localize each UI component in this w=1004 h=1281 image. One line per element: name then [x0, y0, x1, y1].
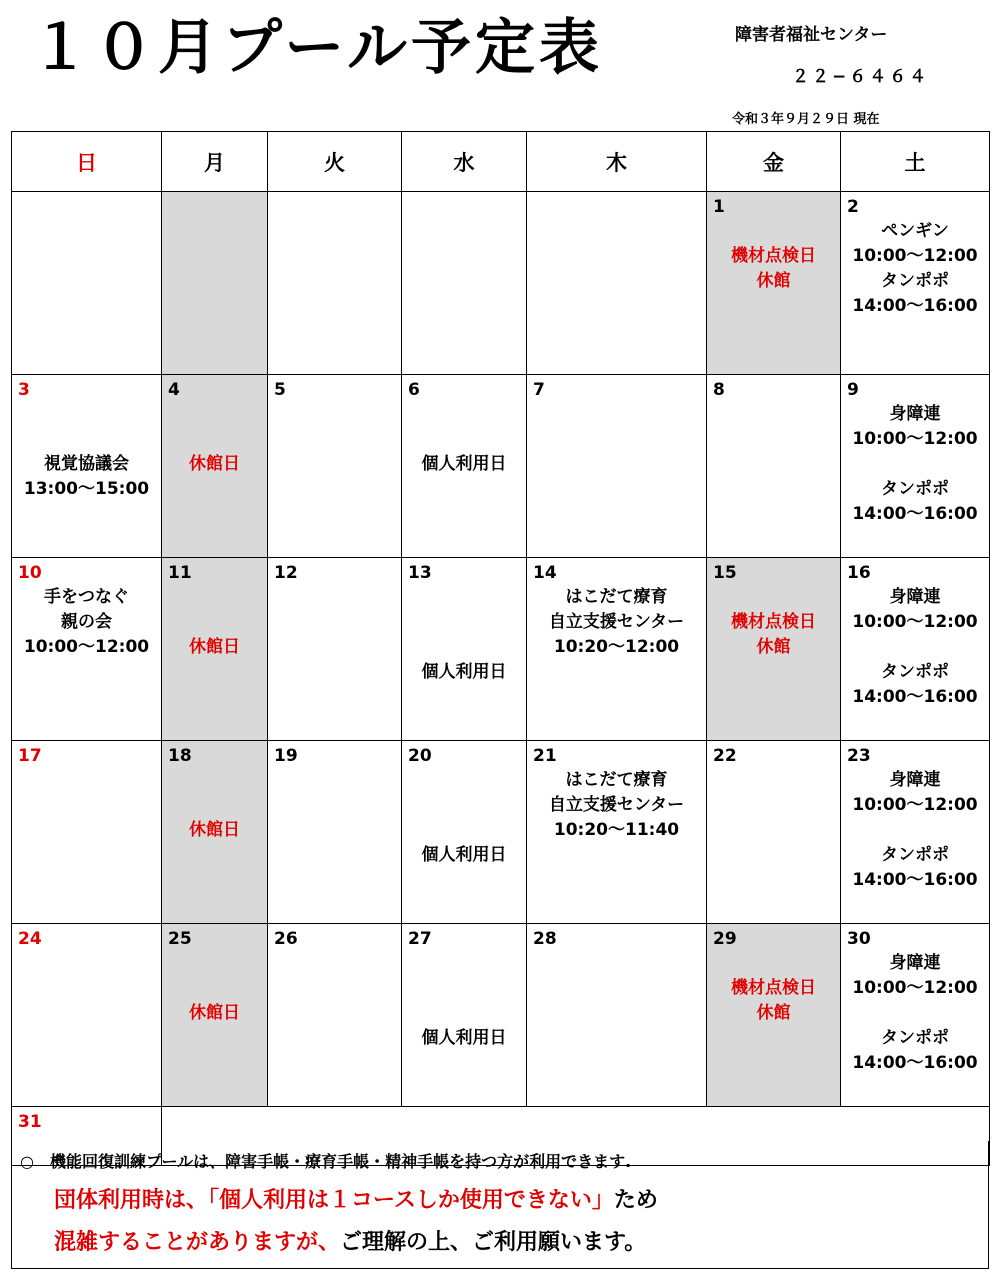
- day-number: 19: [274, 746, 298, 766]
- event-line: 10:00～12:00: [852, 795, 978, 815]
- event-line: 個人利用日: [421, 454, 507, 474]
- weekday-thu: 木: [527, 132, 707, 192]
- event-line: 10:00～12:00: [23, 637, 150, 657]
- calendar-week-4: [12, 741, 990, 924]
- event-line: 視覚協議会: [44, 454, 129, 474]
- day-number: 5: [274, 380, 286, 400]
- event-line: 10:00～12:00: [852, 612, 978, 632]
- notes-box: [11, 1141, 989, 1269]
- day-number: 17: [18, 746, 42, 766]
- event-line: [402, 818, 526, 843]
- calendar-day-cell: [707, 924, 841, 1107]
- event-line: [162, 402, 267, 427]
- day-events: [841, 219, 989, 319]
- event-line: [402, 793, 526, 818]
- day-number: 21: [533, 746, 557, 766]
- weekday-sun: 日: [12, 132, 162, 192]
- event-line: 休館日: [189, 820, 240, 840]
- day-number: 23: [847, 746, 871, 766]
- day-number: 20: [408, 746, 432, 766]
- event-line: [402, 976, 526, 1001]
- event-line: [162, 976, 267, 1001]
- calendar-day-cell: [841, 924, 990, 1107]
- day-number: 6: [408, 380, 420, 400]
- calendar-day-cell: [841, 192, 990, 375]
- calendar-day-cell: [527, 375, 707, 558]
- event-line: 親の会: [61, 612, 112, 632]
- event-line: 自立支援センター: [548, 612, 685, 632]
- event-line: [162, 793, 267, 818]
- day-events: [527, 585, 706, 660]
- calendar-day-cell: [268, 192, 402, 375]
- event-line: はこだて療育: [565, 587, 668, 607]
- calendar-day-cell: [841, 558, 990, 741]
- calendar-day-cell: [402, 558, 527, 741]
- day-events: [12, 585, 161, 660]
- event-line: 個人利用日: [421, 1028, 507, 1048]
- event-line: 14:00～16:00: [852, 296, 978, 316]
- day-events: [402, 951, 526, 1051]
- organization-name: 障害者福祉センター: [735, 25, 888, 45]
- day-number: [402, 192, 526, 219]
- calendar-week-1: [12, 192, 990, 375]
- calendar-day-cell: [527, 741, 707, 924]
- day-events: [162, 402, 267, 477]
- event-line: 10:00～12:00: [852, 246, 978, 266]
- event-line: タンポポ: [881, 271, 949, 291]
- day-number: 24: [18, 929, 42, 949]
- calendar-day-cell: [707, 558, 841, 741]
- day-events: [841, 585, 989, 710]
- weekday-sat: 土: [841, 132, 990, 192]
- weekday-wed: 水: [402, 132, 527, 192]
- day-events: [162, 768, 267, 843]
- note-eligibility: ○ 機能回復訓練プールは、障害手帳・療育手帳・精神手帳を持つ方が利用できます.: [20, 1152, 632, 1171]
- event-line: 10:20～12:00: [553, 637, 680, 657]
- day-number: 29: [713, 929, 737, 949]
- calendar-day-cell: [527, 558, 707, 741]
- note-group-use-warning: 団体利用時は、「個人利用は１コースしか使用できない」: [54, 1188, 614, 1213]
- day-number: 11: [168, 563, 192, 583]
- day-number: 30: [847, 929, 871, 949]
- day-number: 2: [847, 197, 859, 217]
- event-line: [402, 402, 526, 427]
- event-line: 14:00～16:00: [852, 504, 978, 524]
- calendar-day-cell: [12, 741, 162, 924]
- page-title: １０月プール予定表: [30, 13, 603, 83]
- calendar-day-cell: [402, 192, 527, 375]
- calendar-week-5: [12, 924, 990, 1107]
- event-line: [402, 951, 526, 976]
- event-line: 身障連: [889, 587, 941, 607]
- day-number: 3: [18, 380, 30, 400]
- calendar-day-cell: [268, 375, 402, 558]
- calendar-day-cell: [527, 192, 707, 375]
- event-line: [707, 219, 840, 244]
- day-number: 8: [713, 380, 725, 400]
- day-number: 18: [168, 746, 192, 766]
- event-line: 10:00～12:00: [852, 978, 978, 998]
- event-line: 10:20～11:40: [553, 820, 680, 840]
- calendar-table: [11, 131, 990, 1166]
- event-line: 休館日: [189, 454, 240, 474]
- event-line: 14:00～16:00: [852, 1053, 978, 1073]
- event-line: [402, 610, 526, 635]
- day-number: 25: [168, 929, 192, 949]
- calendar-week-2: [12, 375, 990, 558]
- calendar-day-cell: [402, 741, 527, 924]
- day-number: [162, 192, 267, 219]
- day-events: [707, 219, 840, 294]
- event-line: [841, 635, 989, 660]
- day-number: 31: [18, 1112, 42, 1132]
- event-line: 自立支援センター: [548, 795, 685, 815]
- calendar-day-cell: [707, 375, 841, 558]
- calendar-day-cell: [268, 558, 402, 741]
- weekday-fri: 金: [707, 132, 841, 192]
- day-number: 22: [713, 746, 737, 766]
- day-events: [841, 402, 989, 527]
- day-events: [707, 951, 840, 1026]
- event-line: 14:00～16:00: [852, 870, 978, 890]
- calendar-day-cell: [841, 741, 990, 924]
- event-line: [402, 1001, 526, 1026]
- event-line: タンポポ: [881, 1028, 949, 1048]
- event-line: 13:00～15:00: [23, 479, 150, 499]
- weekday-header-row: [12, 132, 990, 192]
- calendar-day-cell: [162, 924, 268, 1107]
- day-events: [841, 768, 989, 893]
- event-line: [162, 951, 267, 976]
- calendar-day-cell: [12, 375, 162, 558]
- calendar-day-cell: [162, 375, 268, 558]
- day-events: [12, 402, 161, 502]
- calendar-day-cell: [268, 741, 402, 924]
- note-group-use: [54, 1183, 658, 1214]
- day-number: 12: [274, 563, 298, 583]
- calendar-day-cell: [162, 192, 268, 375]
- day-number: [12, 192, 161, 219]
- day-number: 10: [18, 563, 42, 583]
- day-events: [402, 585, 526, 685]
- event-line: 休館日: [189, 637, 240, 657]
- day-number: 26: [274, 929, 298, 949]
- event-line: 10:00～12:00: [852, 429, 978, 449]
- event-line: 身障連: [889, 770, 941, 790]
- day-number: 15: [713, 563, 737, 583]
- event-line: [402, 635, 526, 660]
- day-number: 14: [533, 563, 557, 583]
- event-line: [162, 427, 267, 452]
- event-line: [402, 585, 526, 610]
- calendar-day-cell: [402, 924, 527, 1107]
- day-events: [402, 402, 526, 477]
- day-number: 9: [847, 380, 859, 400]
- calendar-day-cell: [268, 924, 402, 1107]
- event-line: 身障連: [889, 404, 941, 424]
- calendar-day-cell: [707, 192, 841, 375]
- event-line: 休館: [756, 271, 791, 291]
- event-line: [162, 768, 267, 793]
- day-number: 13: [408, 563, 432, 583]
- event-line: [841, 818, 989, 843]
- calendar-day-cell: [162, 558, 268, 741]
- event-line: [162, 610, 267, 635]
- day-number: [527, 192, 706, 219]
- day-number: 1: [713, 197, 725, 217]
- calendar-day-cell: [707, 741, 841, 924]
- event-line: 個人利用日: [421, 845, 507, 865]
- event-line: 手をつなぐ: [44, 587, 129, 607]
- event-line: タンポポ: [881, 845, 949, 865]
- event-line: 身障連: [889, 953, 941, 973]
- event-line: [841, 452, 989, 477]
- note-crowding-tail: ご理解の上、ご利用願います。: [340, 1230, 647, 1255]
- calendar-day-cell: [12, 192, 162, 375]
- day-events: [162, 951, 267, 1026]
- phone-number: ２２−６４６４: [792, 67, 930, 87]
- as-of-date: 令和３年９月２９日 現在: [732, 112, 880, 127]
- event-line: 機材点検日: [731, 978, 816, 998]
- event-line: 休館: [756, 1003, 791, 1023]
- event-line: [707, 585, 840, 610]
- day-number: 7: [533, 380, 545, 400]
- event-line: [402, 768, 526, 793]
- calendar-day-cell: [527, 924, 707, 1107]
- day-events: [707, 585, 840, 660]
- calendar-day-cell: [402, 375, 527, 558]
- event-line: 機材点検日: [731, 246, 816, 266]
- calendar-day-cell: [12, 558, 162, 741]
- weekday-mon: 月: [162, 132, 268, 192]
- event-line: 休館: [756, 637, 791, 657]
- calendar-day-cell: [162, 741, 268, 924]
- day-events: [841, 951, 989, 1076]
- day-number: 27: [408, 929, 432, 949]
- day-events: [402, 768, 526, 868]
- event-line: ペンギン: [881, 221, 949, 241]
- calendar-week-3: [12, 558, 990, 741]
- note-crowding-warning: 混雑することがありますが、: [54, 1230, 341, 1255]
- event-line: [841, 1001, 989, 1026]
- note-crowding: [54, 1225, 646, 1256]
- day-number: 16: [847, 563, 871, 583]
- day-number: [268, 192, 401, 219]
- day-number: 4: [168, 380, 180, 400]
- event-line: [12, 402, 161, 427]
- event-line: 14:00～16:00: [852, 687, 978, 707]
- event-line: [707, 951, 840, 976]
- event-line: [162, 585, 267, 610]
- event-line: タンポポ: [881, 662, 949, 682]
- weekday-tue: 火: [268, 132, 402, 192]
- calendar-day-cell: [12, 924, 162, 1107]
- day-events: [527, 768, 706, 843]
- event-line: [12, 427, 161, 452]
- calendar-day-cell: [841, 375, 990, 558]
- day-number: 28: [533, 929, 557, 949]
- event-line: はこだて療育: [565, 770, 668, 790]
- note-group-use-tail: ため: [613, 1188, 658, 1213]
- event-line: 機材点検日: [731, 612, 816, 632]
- event-line: [402, 427, 526, 452]
- event-line: 休館日: [189, 1003, 240, 1023]
- day-events: [162, 585, 267, 660]
- event-line: タンポポ: [881, 479, 949, 499]
- event-line: 個人利用日: [421, 662, 507, 682]
